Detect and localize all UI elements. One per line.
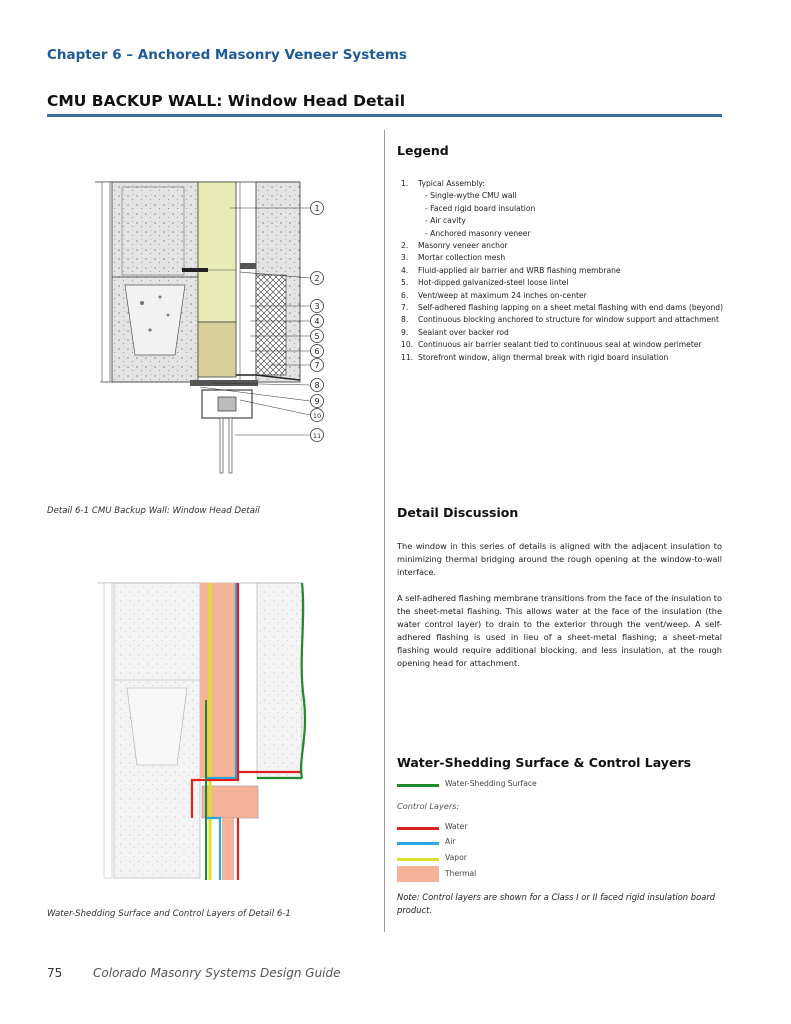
discussion-paragraph-1: The window in this series of details is aligned with the adjacent insulation to minimizing thermal bridging around the rough opening at the window-to-wall interface. <box>397 541 722 577</box>
water-layer-key <box>397 822 697 834</box>
thermal-layer-key <box>397 866 697 882</box>
legend-item-text: Sealant over backer rod <box>418 327 509 337</box>
footer-guide-title: Colorado Masonry Systems Design Guide <box>93 966 341 980</box>
water-swatch <box>397 827 439 830</box>
page-number: 75 <box>47 966 63 980</box>
vapor-layer-key <box>397 853 697 865</box>
detail-1-caption: Detail 6-1 CMU Backup Wall: Window Head Detail <box>47 506 260 516</box>
legend-item-text: Storefront window, align thermal break with rigid board insulation <box>418 352 669 362</box>
legend-item-number: 5. <box>401 278 409 288</box>
legend-item-text: Mortar collection mesh <box>418 253 506 263</box>
vapor-swatch <box>397 858 439 861</box>
legend-item <box>397 314 727 326</box>
legend-item-text: Vent/weep at maximum 24 inches on-center <box>418 290 587 300</box>
legend-item-text: Continuous air barrier sealant tied to continuous seal at window perimeter <box>418 340 702 350</box>
discussion-title: Detail Discussion <box>397 505 519 520</box>
callout-number: 6 <box>314 346 320 356</box>
legend-item-number: 7. <box>401 303 409 313</box>
legend-item-text: Typical Assembly: <box>418 179 485 188</box>
water-shedding-label: Water-Shedding Surface <box>445 779 537 788</box>
legend-item-number: 4. <box>401 265 409 275</box>
water-label: Water <box>445 822 468 831</box>
legend-item-number: 10. <box>401 340 414 350</box>
callout-number: 9 <box>314 396 320 406</box>
legend-item-number: 2. <box>401 241 409 251</box>
legend-item-text: Self-adhered flashing lapping on a sheet metal flashing with end dams (beyond) <box>418 303 724 313</box>
legend-item-number: 8. <box>401 315 409 325</box>
callout-number: 2 <box>314 273 320 283</box>
discussion-paragraph-2: A self-adhered flashing membrane transitions from the face of the insulation to the sheet-metal flashing. This allows water at the face of the insulation (the water control layer) to drain to the exterior through the vent/weep. A self-adhered flashing is used in lieu of a sheet-metal flashing; a sheet-metal flashing would require additional blocking, and less insulation, at the rough opening head for attachment. <box>397 593 722 668</box>
control-layers-note: Note: Control layers are shown for a Class I or II faced rigid insulation board product. <box>397 892 716 915</box>
legend-item <box>397 290 727 302</box>
detail-2-caption: Water-Shedding Surface and Control Layers of Detail 6-1 <box>47 909 291 919</box>
water-shedding-key <box>397 779 697 791</box>
callout-number: 4 <box>314 316 320 326</box>
vapor-label: Vapor <box>445 853 467 862</box>
legend-item-number: 9. <box>401 327 409 337</box>
callout-number: 10 <box>312 411 322 420</box>
callout-number: 1 <box>314 203 320 213</box>
legend-item-text: Continuous blocking anchored to structure for window support and attachment <box>418 315 719 325</box>
legend-item <box>397 327 727 339</box>
legend-item-text: Fluid-applied air barrier and WRB flashing membrane <box>418 265 621 275</box>
legend-item <box>397 302 727 314</box>
detail-6-1-drawing <box>90 175 340 480</box>
legend-subitem: - Faced rigid board insulation <box>425 203 536 213</box>
air-label: Air <box>445 837 456 846</box>
legend-item-text: Masonry veneer anchor <box>418 241 508 251</box>
callout-number: 11 <box>312 431 322 440</box>
legend-item <box>397 265 727 277</box>
legend-subitem: - Anchored masonry veneer <box>425 228 531 238</box>
legend-item-number: 11. <box>401 352 414 362</box>
page-title: CMU BACKUP WALL: Window Head Detail <box>47 92 406 110</box>
column-divider <box>384 130 385 932</box>
callout-number: 3 <box>314 301 320 311</box>
callout-number: 5 <box>314 331 320 341</box>
control-layers-label: Control Layers: <box>397 801 460 811</box>
air-swatch <box>397 842 439 845</box>
legend-item-number: 6. <box>401 290 409 300</box>
title-rule <box>47 114 722 117</box>
thermal-label: Thermal <box>445 869 477 878</box>
legend-item <box>397 352 727 364</box>
legend-title: Legend <box>397 143 449 158</box>
legend-item <box>397 252 727 264</box>
legend-subitem: - Single-wythe CMU wall <box>425 191 517 201</box>
legend-list <box>397 178 727 364</box>
water-shedding-swatch <box>397 784 439 787</box>
control-layers-drawing <box>92 580 337 885</box>
chapter-heading: Chapter 6 – Anchored Masonry Veneer Systems <box>47 47 407 63</box>
legend-subitem: - Air cavity <box>425 216 466 226</box>
thermal-swatch <box>397 866 439 882</box>
legend-item-text: Hot-dipped galvanized-steel loose lintel <box>418 278 569 288</box>
callout-number: 8 <box>314 380 320 390</box>
legend-item <box>397 240 727 252</box>
legend-item-number: 3. <box>401 253 409 263</box>
callout-number: 7 <box>314 360 320 370</box>
legend-item <box>397 178 727 190</box>
water-shedding-title: Water-Shedding Surface & Control Layers <box>397 755 692 770</box>
legend-item <box>397 339 727 351</box>
legend-item <box>397 277 727 289</box>
legend-item-number: 1. <box>401 179 409 188</box>
air-layer-key <box>397 837 697 849</box>
